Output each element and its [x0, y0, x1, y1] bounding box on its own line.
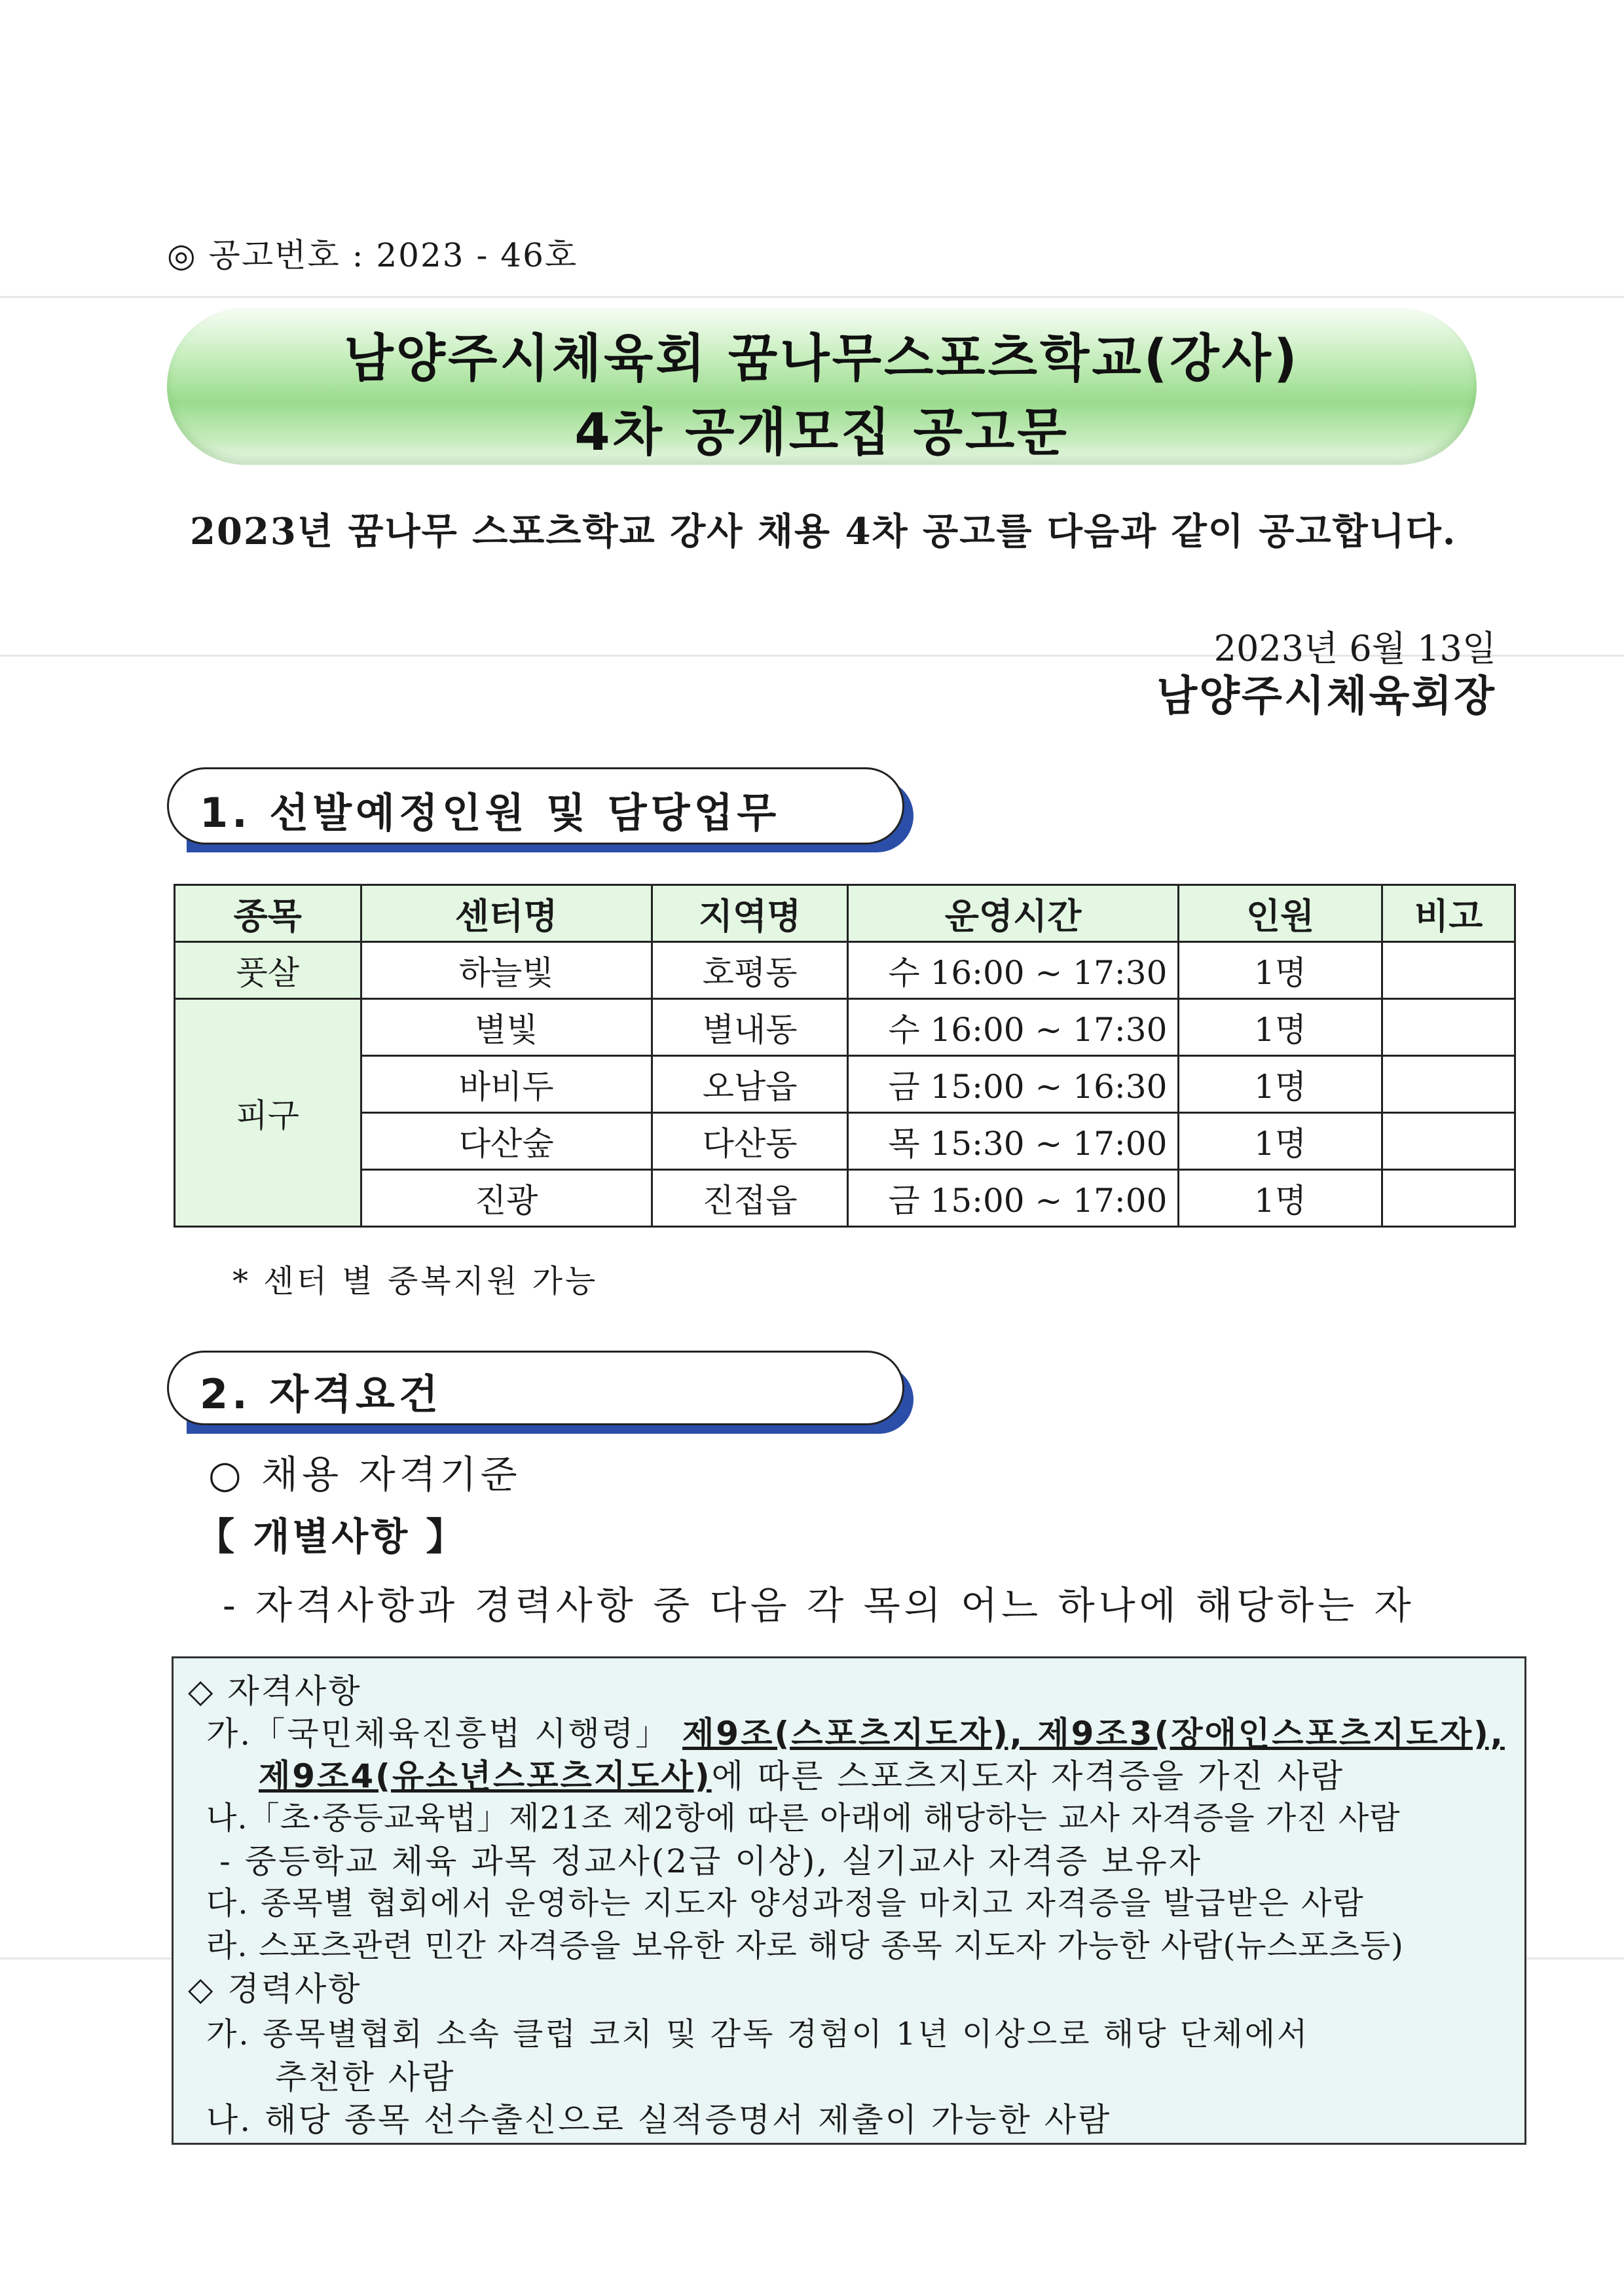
table-row	[175, 999, 1515, 1056]
cell-region: 오남읍	[652, 1056, 848, 1113]
qualifications-heading: ◇ 자격사항	[188, 1672, 362, 1710]
table-row	[175, 1170, 1515, 1227]
cell-time: 금 15:00 ~ 17:00	[848, 1170, 1178, 1227]
cell-region: 진접읍	[652, 1170, 848, 1227]
roster-table	[174, 884, 1516, 1228]
cell-center: 다산숲	[361, 1113, 652, 1170]
cell-center: 별빛	[361, 999, 652, 1056]
experience-na: 나. 해당 종목 선수출신으로 실적증명서 제출이 가능한 사람	[206, 2101, 1112, 2139]
section2-title: 2. 자격요건	[200, 1370, 442, 1418]
col-header-center: 센터명	[361, 885, 652, 942]
table-row	[175, 1056, 1515, 1113]
qualification-ga-line1	[206, 1707, 1505, 1755]
cell-note	[1382, 1113, 1515, 1170]
cell-note	[1382, 999, 1515, 1056]
qualification-ga-suffix: 에 따른 스포츠지도자 자격증을 가진 사람	[711, 1757, 1345, 1795]
cell-center: 하늘빛	[361, 942, 652, 999]
cell-time: 수 16:00 ~ 17:30	[848, 999, 1178, 1056]
qualification-ga-bold1: 제9조(스포츠지도자), 제9조3(장애인스포츠지도자),	[682, 1715, 1505, 1753]
cell-note	[1382, 1056, 1515, 1113]
qualification-ra: 라. 스포츠관련 민간 자격증을 보유한 자로 해당 종목 지도자 가능한 사람(뉴스포츠등)	[206, 1927, 1404, 1964]
title-line-2: 4차 공개모집 공고문	[574, 403, 1069, 462]
individual-heading: 【 개별사항 】	[196, 1514, 467, 1559]
criteria-heading: ○ 채용 자격기준	[208, 1452, 521, 1497]
cell-center: 바비두	[361, 1056, 652, 1113]
col-header-count: 인원	[1178, 885, 1382, 942]
qualification-na: 나.「초·중등교육법」제21조 제2항에 따른 아래에 해당하는 교사 자격증을 가진 사람	[206, 1800, 1401, 1836]
issuer-name: 남양주시체육회장	[1156, 672, 1496, 721]
experience-ga-line2: 추천한 사람	[275, 2058, 456, 2096]
notice-date: 2023년 6월 13일	[1213, 628, 1496, 669]
cell-sport: 풋살	[175, 942, 361, 999]
cell-sport: 피구	[175, 999, 361, 1227]
cell-time: 목 15:30 ~ 17:00	[848, 1113, 1178, 1170]
qualification-ga-line2	[259, 1750, 1344, 1797]
cell-count: 1명	[1178, 1056, 1382, 1113]
col-header-time: 운영시간	[848, 885, 1178, 942]
scan-rule-top	[0, 296, 1624, 298]
qualification-da: 다. 종목별 협회에서 운영하는 지도자 양성과정을 마치고 자격증을 발급받은 사람	[206, 1885, 1365, 1922]
col-header-sport: 종목	[175, 885, 361, 942]
cell-count: 1명	[1178, 1113, 1382, 1170]
qualification-box	[172, 1656, 1526, 2145]
intro-text: 2023년 꿈나무 스포츠학교 강사 채용 4차 공고를 다음과 같이 공고합니다.	[190, 510, 1457, 553]
qualification-ga-bold2: 제9조4(유소년스포츠지도사)	[259, 1757, 712, 1795]
section1-title: 1. 선발예정인원 및 담당업무	[200, 789, 781, 837]
condition-text: - 자격사항과 경력사항 중 다음 각 목의 어느 하나에 해당하는 자	[223, 1583, 1415, 1628]
cell-note	[1382, 1170, 1515, 1227]
cell-time: 수 16:00 ~ 17:30	[848, 942, 1178, 999]
experience-ga-line1: 가. 종목별협회 소속 클럽 코치 및 감독 경험이 1년 이상으로 해당 단체에서	[206, 2016, 1310, 2052]
cell-count: 1명	[1178, 1170, 1382, 1227]
col-header-note: 비고	[1382, 885, 1515, 942]
qualification-ga-prefix: 가.「국민체육진흥법 시행령」	[206, 1715, 671, 1753]
cell-note	[1382, 942, 1515, 999]
cell-region: 별내동	[652, 999, 848, 1056]
title-line-1: 남양주시체육회 꿈나무스포츠학교(강사)	[344, 329, 1300, 388]
table-row	[175, 942, 1515, 999]
cell-count: 1명	[1178, 942, 1382, 999]
cell-time: 금 15:00 ~ 16:30	[848, 1056, 1178, 1113]
cell-region: 다산동	[652, 1113, 848, 1170]
table-row	[175, 1113, 1515, 1170]
notice-number: ◎ 공고번호 : 2023 - 46호	[167, 236, 578, 274]
cell-center: 진광	[361, 1170, 652, 1227]
col-header-region: 지역명	[652, 885, 848, 942]
cell-count: 1명	[1178, 999, 1382, 1056]
experience-heading: ◇ 경력사항	[188, 1970, 362, 2008]
cell-region: 호평동	[652, 942, 848, 999]
qualification-na-sub: - 중등학교 체육 과목 정교사(2급 이상), 실기교사 자격증 보유자	[219, 1842, 1202, 1880]
table-footnote: * 센터 별 중복지원 가능	[232, 1263, 599, 1300]
table-header-row	[175, 885, 1515, 942]
